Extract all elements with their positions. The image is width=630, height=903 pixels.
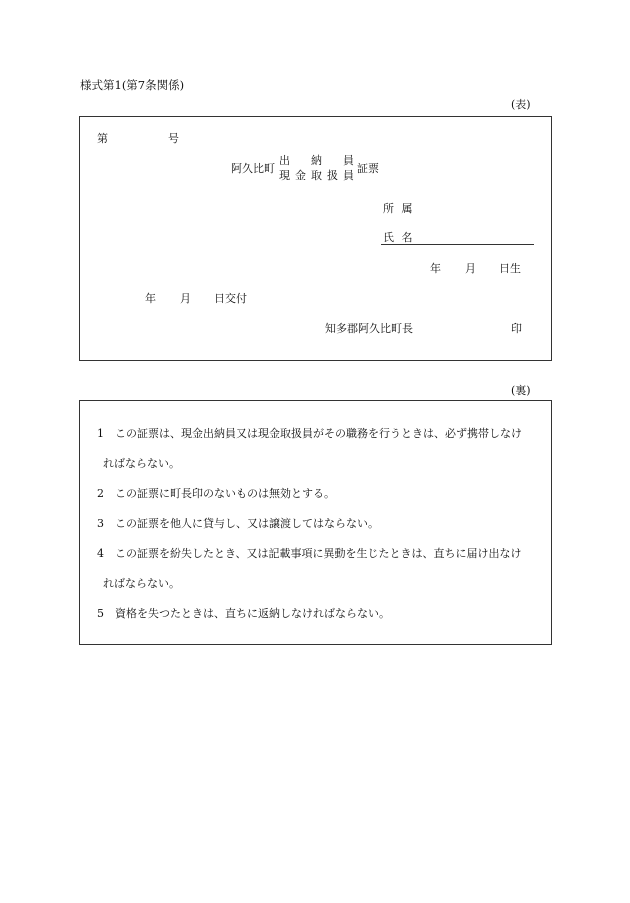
title-lower-char: 員 [343, 169, 354, 182]
birth-day: 日生 [499, 262, 521, 275]
name-underline [381, 244, 534, 245]
title-upper-char: 出 [279, 154, 290, 167]
title-suffix: 証票 [357, 162, 379, 175]
affiliation-label: 所 属 [383, 202, 415, 215]
name-label: 氏 名 [383, 231, 415, 244]
note-text-continued: ればならない。 [103, 457, 180, 470]
title-role-stack [279, 155, 354, 181]
note-text: この証票は、現金出納員又は現金取扱員がその職務を行うときは、必ず携帯しなけ [115, 427, 522, 440]
note-text: この証票を紛失したとき、又は記載事項に異動を生じたときは、直ちに届け出なけ [115, 547, 522, 560]
back-side-label: (裏) [511, 384, 531, 397]
title-lower-char: 取 [311, 169, 322, 182]
number-prefix: 第 [97, 132, 108, 145]
title-upper-char: 納 [311, 154, 322, 167]
issuer-title: 知多郡阿久比町長 [325, 322, 413, 335]
note-text: この証票を他人に貸与し、又は譲渡してはならない。 [115, 517, 379, 530]
title-prefix: 阿久比町 [231, 162, 275, 175]
note-number: 5 [97, 607, 104, 620]
number-suffix: 号 [168, 132, 179, 145]
note-number: 2 [97, 487, 104, 500]
birth-year: 年 [430, 262, 441, 275]
title-lower-char: 金 [295, 169, 306, 182]
issue-year: 年 [145, 292, 156, 305]
front-side-label: (表) [511, 98, 531, 111]
birth-month: 月 [465, 262, 476, 275]
front-certificate-box [79, 116, 552, 361]
title-lower-char: 現 [279, 169, 290, 182]
note-text-continued: ればならない。 [103, 577, 180, 590]
note-number: 4 [97, 547, 104, 560]
title-lower-char: 扱 [327, 169, 338, 182]
title-upper-char: 員 [343, 154, 354, 167]
note-text: この証票に町長印のないものは無効とする。 [115, 487, 335, 500]
form-label: 様式第1(第7条関係) [80, 78, 185, 92]
issue-day: 日交付 [214, 292, 247, 305]
seal-mark: 印 [511, 322, 522, 335]
note-number: 3 [97, 517, 104, 530]
issue-month: 月 [180, 292, 191, 305]
note-number: 1 [97, 427, 104, 440]
note-text: 資格を失つたときは、直ちに返納しなければならない。 [115, 607, 390, 620]
